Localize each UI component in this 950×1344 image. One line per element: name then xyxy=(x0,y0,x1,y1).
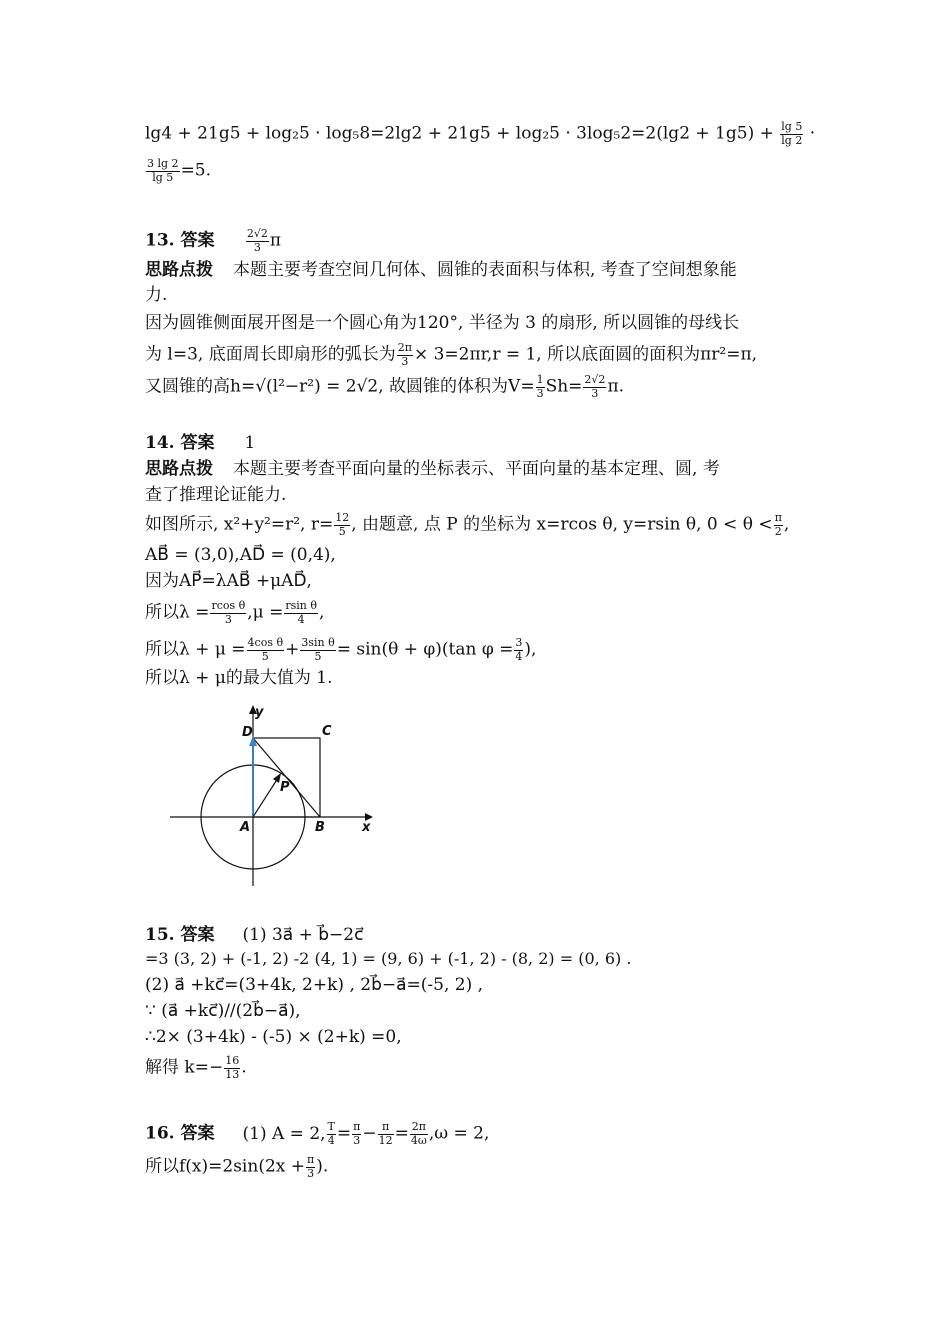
q13-tip: 思路点拨 本题主要考查空间几何体、圆锥的表面积与体积, 考查了空间想象能 xyxy=(145,260,737,280)
label-y: y xyxy=(255,705,264,720)
q14-line5: 所以λ + μ = $\frac{\text{4cos θ}}{5}$ + $\frac{\text{3sin θ}}{5}$ = sin(θ + φ)(tan φ = $\frac{3}{4}$ ), xyxy=(145,636,537,663)
fraction: $\frac{\pi}{3}$ xyxy=(307,1153,315,1180)
fraction: $\frac{12}{5}$ xyxy=(335,511,350,538)
label-d: D xyxy=(242,725,253,740)
fraction: $\frac{\pi}{3}$ xyxy=(353,1120,361,1147)
q15-answer: 15. 答案 (1) 3a⃗ + b⃗−2c⃗ xyxy=(145,925,364,945)
p12-line1: lg4 + 21g5 + log₂5 · log₅8=2lg2 + 21g5 + log₂5 · 3log₅2=2(lg2 + 1g5) + $\frac{\lg 5}{\lg 2}$ · xyxy=(145,120,816,147)
fraction: $\frac{\pi}{12}$ xyxy=(378,1120,393,1147)
label-a: A xyxy=(240,820,251,835)
fraction: $\frac{3 \lg 2}{\lg 5}$ xyxy=(147,157,179,184)
q14-answer: 14. 答案 1 xyxy=(145,433,256,453)
label-p: P xyxy=(280,780,290,795)
q15-line4: ∵ (a⃗ +kc⃗)//(2b⃗−a⃗), xyxy=(145,1001,301,1021)
q15-line5: ∴2× (3+4k) - (-5) × (2+k) =0, xyxy=(145,1027,402,1047)
q14-tip: 思路点拨 本题主要考查平面向量的坐标表示、平面向量的基本定理、圆, 考 xyxy=(145,459,720,479)
fraction: $\frac{\text{4cos θ}}{5}$ xyxy=(247,636,284,663)
p12-line2: $\frac{3 \lg 2}{\lg 5}$ =5. xyxy=(147,157,212,184)
fraction: $\frac{\lg 5}{\lg 2}$ xyxy=(781,120,803,147)
q14-line4: 所以λ = $\frac{\text{rcos θ}}{3}$ ,μ = $\frac{\text{rsin θ}}{4}$ , xyxy=(145,599,325,626)
fraction: $\frac{\pi}{2}$ xyxy=(774,511,782,538)
fraction: $\frac{16}{13}$ xyxy=(225,1054,240,1081)
q14-line2: AB⃗ = (3,0),AD⃗ = (0,4), xyxy=(145,545,336,565)
fraction: $\frac{2√2}{3}$ xyxy=(584,373,606,400)
q13-line2: 为 l=3, 底面周长即扇形的弧长为 $\frac{2\pi}{3}$ × 3=2πr,r = 1, 所以底面圆的面积为πr²=π, xyxy=(145,341,758,368)
q14-line1: 如图所示, x²+y²=r², r= $\frac{12}{5}$ , 由题意, 点 P 的坐标为 x=rcos θ, y=rsin θ, 0 < θ < $\frac{\pi}{2}$ , xyxy=(145,511,790,538)
q14-line3: 因为AP⃗=λAB⃗ +μAD⃗, xyxy=(145,571,312,591)
q13-answer: 13. 答案 $\frac{2√2}{3}$ π xyxy=(145,227,282,254)
q15-line3: (2) a⃗ +kc⃗=(3+4k, 2+k) , 2b⃗−a⃗=(-5, 2) , xyxy=(145,975,484,995)
q15-line6: 解得 k=− $\frac{16}{13}$ . xyxy=(145,1054,247,1081)
fraction: $\frac{\text{rcos θ}}{3}$ xyxy=(211,599,246,626)
fraction: $\frac{2\pi}{3}$ xyxy=(397,341,412,368)
fraction: $\frac{\text{rsin θ}}{4}$ xyxy=(285,599,317,626)
q14-diagram xyxy=(165,700,380,890)
fraction: $\frac{\text{3sin θ}}{5}$ xyxy=(301,636,335,663)
segment-db xyxy=(253,738,320,817)
q13-label: 13. 答案 xyxy=(145,230,215,251)
q13-tip-cont: 力. xyxy=(145,285,168,305)
fraction: $\frac{1}{3}$ xyxy=(536,373,544,400)
fraction: $\frac{T}{4}$ xyxy=(327,1120,335,1147)
fraction: $\frac{2\pi}{4\omega}$ xyxy=(410,1120,427,1147)
q14-line6: 所以λ + μ的最大值为 1. xyxy=(145,668,333,688)
vector-ap xyxy=(253,778,278,817)
label-b: B xyxy=(315,820,325,835)
label-c: C xyxy=(322,724,332,739)
q16-line2: 所以f(x)=2sin(2x + $\frac{\pi}{3}$ ). xyxy=(145,1153,329,1180)
q13-line1: 因为圆锥侧面展开图是一个圆心角为120°, 半径为 3 的扇形, 所以圆锥的母线长 xyxy=(145,313,740,333)
q15-line2: =3 (3, 2) + (-1, 2) -2 (4, 1) = (9, 6) + (-1, 2) - (8, 2) = (0, 6) . xyxy=(145,949,632,968)
q16-answer: 16. 答案 (1) A = 2, $\frac{T}{4}$ = $\frac{\pi}{3}$ − $\frac{\pi}{12}$ = $\frac{2\pi}{4\omega}$ ,ω = 2, xyxy=(145,1120,490,1147)
fraction: $\frac{3}{4}$ xyxy=(515,636,523,663)
q13-line3: 又圆锥的高h=√(l²−r²) = 2√2, 故圆锥的体积为V= $\frac{1}{3}$ Sh= $\frac{2√2}{3}$ π. xyxy=(145,373,625,400)
label-x: x xyxy=(362,820,371,835)
fraction: $\frac{2√2}{3}$ xyxy=(246,227,268,254)
q14-tip-cont: 查了推理论证能力. xyxy=(145,485,287,505)
